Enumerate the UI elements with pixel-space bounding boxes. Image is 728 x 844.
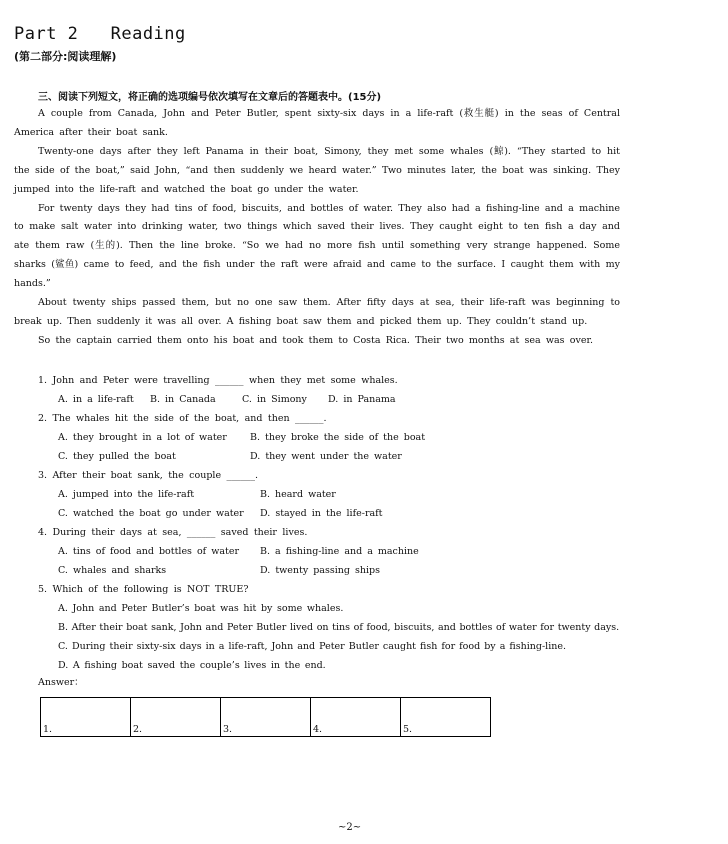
part-subtitle: (第二部分:阅读理解)	[14, 50, 117, 63]
question-2	[38, 409, 628, 466]
question-5	[38, 580, 628, 675]
option-d: D. they went under the water	[250, 451, 402, 462]
reading-passage	[14, 105, 620, 351]
option-c: C. watched the boat go under water	[58, 508, 244, 519]
option-d: D. A fishing boat saved the couple’s lives in the end.	[58, 660, 326, 671]
option-d: D. stayed in the life-raft	[260, 508, 383, 519]
option-b: B. in Canada	[150, 394, 216, 405]
option-b: B. they broke the side of the boat	[250, 432, 426, 443]
answer-cell-1[interactable]: 1.	[41, 698, 131, 737]
question-1	[38, 371, 628, 409]
option-b: B. heard water	[260, 489, 336, 500]
option-c: C. whales and sharks	[58, 565, 167, 576]
option-a: A. tins of food and bottles of water	[58, 546, 239, 557]
page-number: ~2~	[338, 822, 362, 833]
options-row	[38, 485, 628, 504]
passage-paragraph: Twenty-one days after they left Panama in their boat, Simony, they met some whales (鲸). “They started to hit the side of the boat,” said John, “and then suddenly we heard water.” Two minutes later, the boat was sinking. They jumped into the life-raft and watched the boat go under the water.	[14, 145, 620, 195]
question-stem: 3. After their boat sank, the couple ______.	[38, 470, 259, 481]
passage-paragraph: About twenty ships passed them, but no one saw them. After fifty days at sea, their life-raft was beginning to break up. Then suddenly it was all over. A fishing boat saw them and picked them up. They couldn’t stand up.	[14, 297, 620, 327]
answer-cell-4[interactable]: 4.	[311, 698, 401, 737]
question-stem: 4. During their days at sea, ______ saved their lives.	[38, 527, 308, 538]
option-d: D. twenty passing ships	[260, 565, 380, 576]
part-title: Part 2 Reading	[14, 24, 186, 44]
question-list	[38, 371, 628, 675]
answer-cell-2[interactable]: 2.	[131, 698, 221, 737]
options-row	[38, 561, 628, 580]
answer-cell-5[interactable]: 5.	[401, 698, 491, 737]
option-a: A. they brought in a lot of water	[58, 432, 227, 443]
question-4	[38, 523, 628, 580]
question-stem: 2. The whales hit the side of the boat, and then ______.	[38, 413, 327, 424]
answer-row	[41, 698, 491, 737]
passage-paragraph: So the captain carried them onto his boat and took them to Costa Rica. Their two months at sea was over.	[38, 334, 593, 346]
option-c: C. they pulled the boat	[58, 451, 176, 462]
options-row	[38, 542, 628, 561]
passage-paragraph: For twenty days they had tins of food, biscuits, and bottles of water. They also had a fishing-line and a machine to make salt water into drinking water, two things which saved their lives. They caught eight to ten fish a day and ate them raw (生的). Then the line broke. “So we had no more fish until something very strange happened. Some sharks (鲨鱼) came to feed, and the fish under the raft were afraid and came to the surface. I caught them with my hands.”	[14, 202, 620, 290]
options-row	[38, 504, 628, 523]
answer-cell-3[interactable]: 3.	[221, 698, 311, 737]
section-instruction: 三、阅读下列短文，将正确的选项编号依次填写在文章后的答题表中。(15分)	[38, 92, 382, 103]
passage-paragraph: A couple from Canada, John and Peter Butler, spent sixty-six days in a life-raft (救生艇) in the seas of Central America after their boat sank.	[14, 108, 620, 138]
answer-label: Answer：	[38, 677, 84, 688]
options-row	[38, 447, 628, 466]
question-3	[38, 466, 628, 523]
option-c: C. in Simony	[242, 394, 307, 405]
options-row	[38, 428, 628, 447]
question-stem: 1. John and Peter were travelling ______ when they met some whales.	[38, 375, 398, 386]
options-row	[38, 390, 628, 409]
question-stem: 5. Which of the following is NOT TRUE?	[38, 584, 249, 595]
option-d: D. in Panama	[328, 394, 396, 405]
answer-table	[40, 697, 491, 737]
option-c: C. During their sixty-six days in a life-raft, John and Peter Butler caught fish for food by a fishing-line.	[58, 641, 566, 652]
option-b: B. After their boat sank, John and Peter Butler lived on tins of food, biscuits, and bottles of water for twenty days.	[58, 622, 620, 633]
option-b: B. a fishing-line and a machine	[260, 546, 419, 557]
option-a: A. jumped into the life-raft	[58, 489, 195, 500]
option-a: A. John and Peter Butler’s boat was hit by some whales.	[58, 603, 344, 614]
option-a: A. in a life-raft	[58, 394, 134, 405]
